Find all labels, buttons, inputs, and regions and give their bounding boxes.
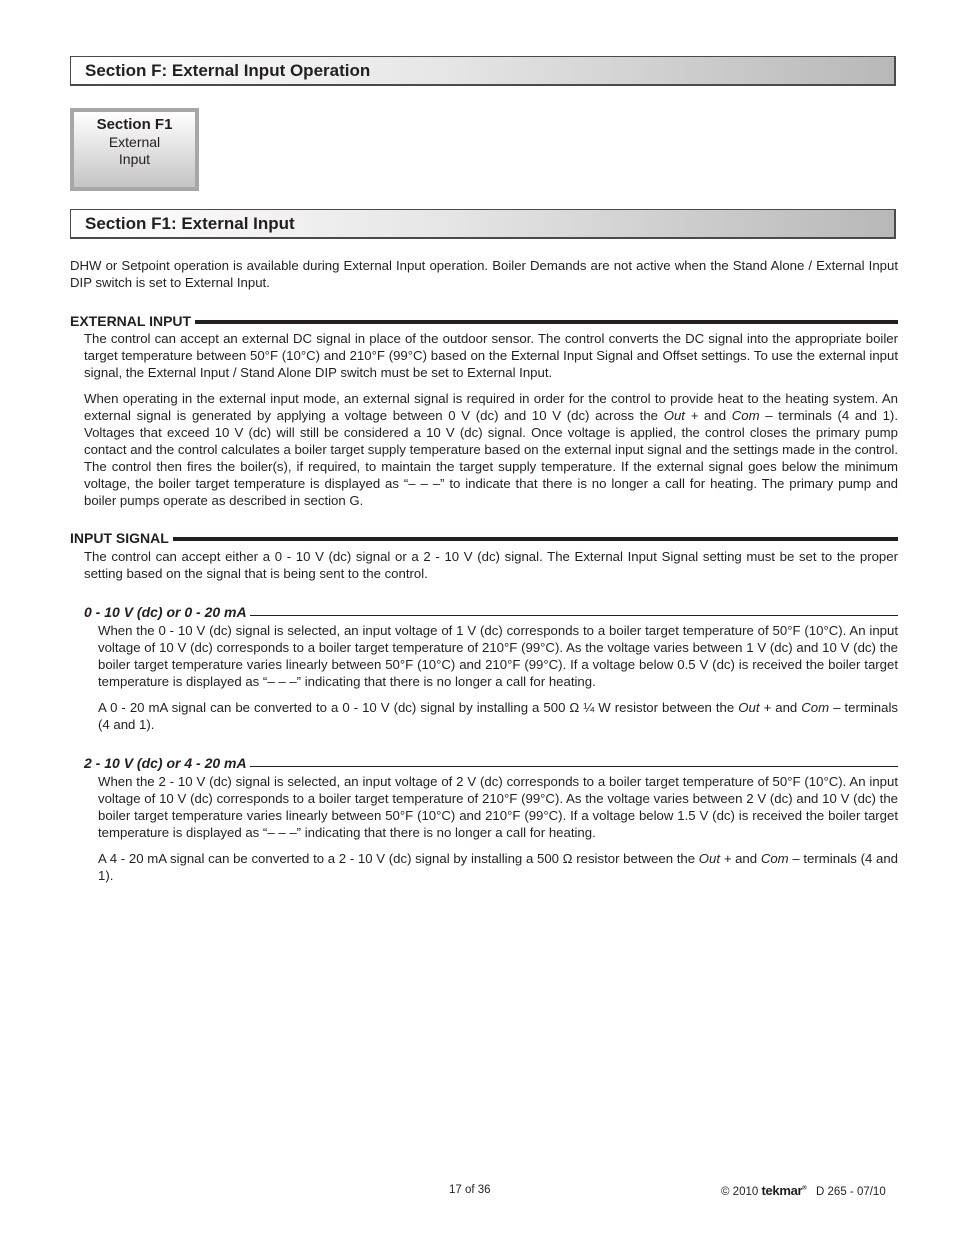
text-run: When operating in the external input mode, an external signal is required in order for the control to provide heat to the heating system. An external signal is generated by applying a voltage between 0 V (dc) and 10 V (dc) across the	[84, 391, 898, 423]
com-minus-terminal: Com –	[731, 408, 773, 423]
section-f-banner	[70, 56, 896, 86]
subheading-rule	[250, 766, 898, 767]
text-run: terminals (4 and 1).	[98, 700, 898, 732]
section-f1-title: Section F1: External Input	[85, 214, 295, 233]
heading-rule	[195, 320, 898, 324]
external-input-paragraph-1: The control can accept an external DC signal in place of the outdoor sensor. The control converts the DC signal into the appropriate boiler target temperature between 50°F (10°C) and 210°F (99°C) based on the External Input Signal and Offset settings. To use the external input signal, the External Input / Stand Alone DIP switch must be set to External Input.	[84, 331, 898, 380]
section-f1-tab-face	[74, 112, 195, 187]
input-signal-heading	[70, 529, 898, 547]
text-run: A 0 - 20 mA signal can be converted to a 0 - 10 V (dc) signal by installing a 500 Ω ¼ W resistor between the	[98, 700, 739, 715]
section-f1-tab-line2: Input	[118, 151, 151, 167]
input-signal-paragraph: The control can accept either a 0 - 10 V (dc) signal or a 2 - 10 V (dc) signal. The External Input Signal setting must be set to the proper setting based on the signal that is being sent to the control.	[84, 549, 898, 581]
text-run: and	[731, 851, 761, 866]
intro-paragraph: DHW or Setpoint operation is available during External Input operation. Boiler Demands are not active when the Stand Alone / External Input DIP switch is set to External Input.	[70, 258, 898, 290]
section-f-title: Section F: External Input Operation	[85, 61, 371, 80]
external-input-heading-label: EXTERNAL INPUT	[70, 313, 192, 329]
external-input-heading	[70, 312, 898, 330]
com-minus-terminal: Com –	[801, 700, 841, 715]
copyright-text: © 2010	[721, 1186, 759, 1198]
document-code: D 265 - 07/10	[816, 1186, 886, 1198]
out-plus-terminal: Out +	[738, 700, 772, 715]
range-2-10-heading	[84, 754, 898, 772]
text-run: and	[698, 408, 732, 423]
tekmar-logo	[761, 1183, 806, 1198]
text-run: and	[771, 700, 802, 715]
registered-mark: ®	[802, 1185, 807, 1192]
section-f1-tab-line1: External	[108, 134, 161, 150]
range-2-10-paragraph-1: When the 2 - 10 V (dc) signal is selected, an input voltage of 2 V (dc) corresponds to a boiler target temperature of 50°F (10°C). An input voltage of 10 V (dc) corresponds to a boiler target temperature of 210°F (99°C). As the voltage varies between 2 V (dc) and 10 V (dc) the boiler target temperature varies linearly between 50°F (10°C) and 210°F (99°C). If a voltage below 1.5 V (dc) is received the boiler target temperature is displayed as “– – –” indicating that there is no longer a call for heating.	[98, 774, 898, 840]
text-run: terminals (4 and 1).	[98, 851, 898, 883]
com-minus-terminal: Com –	[760, 851, 800, 866]
out-plus-terminal: Out +	[663, 408, 699, 423]
out-plus-terminal: Out +	[698, 851, 732, 866]
range-0-10-heading	[84, 603, 898, 621]
text-run: terminals (4 and 1). Voltages that exceed 10 V (dc) will still be considered a 10 V (dc) signal. Once voltage is applied, the control closes the primary pump contact and the control calculates a boiler target supply temperature based on the external input signal and the settings made in the control. The control then fires the boiler(s), if required, to maintain the target supply temperature. If the external signal goes below the minimum voltage, the boiler target temperature is displayed as “– – –” to indicate that there is no longer a call for heating. The primary pump and boiler pumps operate as described in section G.	[84, 408, 898, 508]
section-f1-tab-title: Section F1	[96, 116, 173, 133]
heading-rule	[173, 537, 898, 541]
text-run: A 4 - 20 mA signal can be converted to a 2 - 10 V (dc) signal by installing a 500 Ω resistor between the	[98, 851, 699, 866]
brand-name: tekmar	[761, 1183, 803, 1198]
range-2-10-heading-label: 2 - 10 V (dc) or 4 - 20 mA	[84, 755, 247, 771]
input-signal-heading-label: INPUT SIGNAL	[70, 530, 169, 546]
external-input-paragraph-2	[84, 390, 898, 509]
page-number: 17 of 36	[449, 1184, 491, 1196]
range-2-10-paragraph-2	[98, 850, 898, 884]
range-0-10-heading-label: 0 - 10 V (dc) or 0 - 20 mA	[84, 604, 247, 620]
section-f1-tab[interactable]	[70, 108, 199, 191]
range-0-10-paragraph-1: When the 0 - 10 V (dc) signal is selected, an input voltage of 1 V (dc) corresponds to a boiler target temperature of 50°F (10°C). An input voltage of 10 V (dc) corresponds to a boiler target temperature of 210°F (99°C). As the voltage varies between 1 V (dc) and 10 V (dc) the boiler target temperature varies linearly between 50°F (10°C) and 210°F (99°C). If a voltage below 0.5 V (dc) is received the boiler target temperature is displayed as “– – –” indicating that there is no longer a call for heating.	[98, 623, 898, 689]
subheading-rule	[250, 615, 898, 616]
footer-right	[721, 1183, 886, 1198]
section-f1-banner	[70, 209, 896, 239]
range-0-10-paragraph-2	[98, 699, 898, 733]
